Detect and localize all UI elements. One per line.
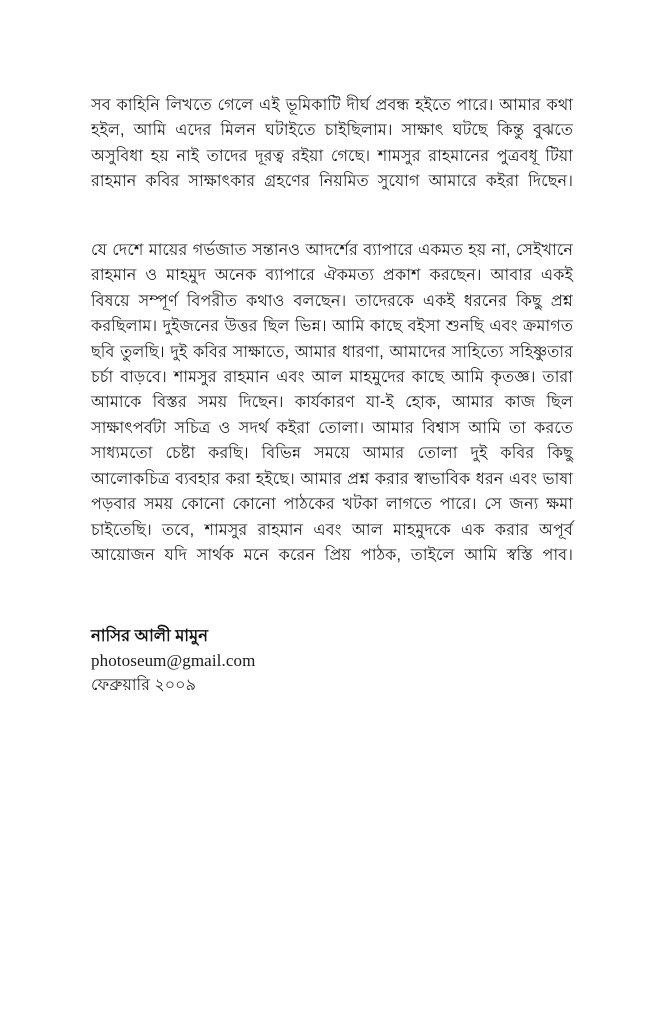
- signature-date: ফেব্রুয়ারি ২০০৯: [91, 677, 196, 694]
- body-paragraph-2: যে দেশে মায়ের গর্ভজাত সন্তানও আদর্শের ব্যাপারে একমত হয় না, সেইখানে রাহমান ও মাহমুদ অনেক ব্যাপারে ঐকমত্য প্রকাশ করছেন। আবার একই বিষয়ে সম্পূর্ণ বিপরীত কথাও বলছেন। তাদেরকে একই ধরনের কিছু প্রশ্ন করছিলাম। দুইজনের উত্তর ছিল ভিন্ন। আমি কাছে বইসা শুনছি এবং ক্রমাগত ছবি তুলছি। দুই কবির সাক্ষাতে, আমার ধারণা, আমাদের সাহিত্যে সহিষ্ণুতার চর্চা বাড়বে। শামসুর রাহমান এবং আল মাহমুদের কাছে আমি কৃতজ্ঞ। তারা আমাকে বিস্তর সময় দিছেন। কার্যকারণ যা-ই হোক, আমার কাজ ছিল সাক্ষাৎপর্বটা সচিত্র ও সদর্থ কইরা তোলা। আমার বিশ্বাস আমি তা করতে সাধ্যমতো চেষ্টা করছি। বিভিন্ন সময়ে আমার তোলা দুই কবির কিছু আলোকচিত্র ব্যবহার করা হইছে। আমার প্রশ্ন করার স্বাভাবিক ধরন এবং ভাষা পড়বার সময় কোনো কোনো পাঠকের খটকা লাগতে পারে। সে জন্য ক্ষমা চাইতেছি। তবে, শামসুর রাহমান এবং আল মাহমুদকে এক করার অপূর্ব আয়োজন যদি সার্থক মনে করেন প্রিয় পাঠক, তাইলে আমি স্বস্তি পাব।: [91, 241, 573, 564]
- author-name: নাসির আলী মামুন: [91, 627, 208, 645]
- body-paragraph-1: সব কাহিনি লিখতে গেলে এই ভূমিকাটি দীর্ঘ প্রবন্ধ হইতে পারে। আমার কথা হইল, আমি এদের মিলন ঘটাইতে চাইছিলাম। সাক্ষাৎ ঘটছে কিন্তু বুঝতে অসুবিধা হয় নাই তাদের দূরত্ব রইয়া গেছে। শামসুর রাহমানের পুত্রবধূ টিয়া রাহমান কবির সাক্ষাৎকার গ্রহণের নিয়মিত সুযোগ আমারে কইরা দিছেন।: [91, 96, 573, 191]
- body-text-block: [91, 93, 573, 594]
- author-email: photoseum@gmail.com: [91, 651, 256, 670]
- signature-block: [91, 624, 391, 698]
